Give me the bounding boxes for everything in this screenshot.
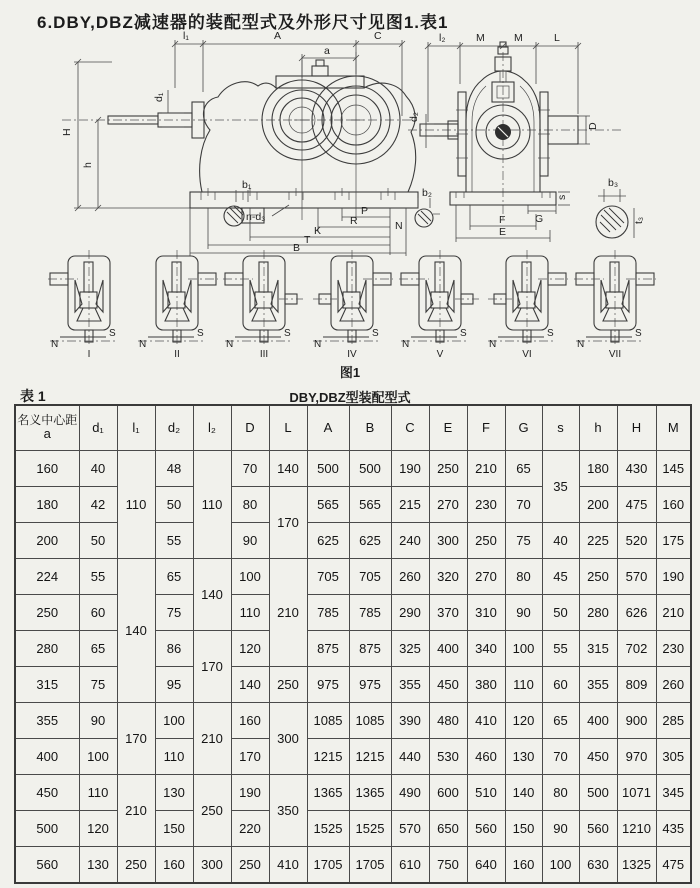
input-shaft — [108, 90, 204, 138]
table-cell: 150 — [155, 811, 193, 847]
table-cell: 75 — [79, 667, 117, 703]
table-cell: 809 — [617, 667, 656, 703]
table-cell: 570 — [617, 559, 656, 595]
pole-label-s: S — [547, 328, 554, 339]
diagram-numeral: VII — [608, 349, 622, 360]
table-cell: 55 — [79, 559, 117, 595]
table-row — [15, 775, 691, 811]
col-header-d2: d₂ — [155, 405, 193, 451]
table-cell: 110 — [231, 595, 269, 631]
table-cell: 900 — [617, 703, 656, 739]
table-cell: 240 — [391, 523, 429, 559]
dim-label-D: D — [587, 122, 599, 130]
table-cell: 80 — [231, 487, 269, 523]
table-cell: 130 — [505, 739, 542, 775]
table-cell: 435 — [656, 811, 691, 847]
table-cell: 160 — [505, 847, 542, 884]
config-diagram-II — [136, 250, 218, 365]
dim-label-s: s — [556, 194, 568, 200]
table-cell: 400 — [15, 739, 79, 775]
col-header-E: E — [429, 405, 467, 451]
table-cell: 65 — [505, 451, 542, 487]
table-cell: 90 — [542, 811, 579, 847]
table-cell: 130 — [79, 847, 117, 884]
table-cell: 140 — [505, 775, 542, 811]
table-cell: 42 — [79, 487, 117, 523]
table-cell: 500 — [15, 811, 79, 847]
table-cell: 1210 — [617, 811, 656, 847]
table-cell: 410 — [467, 703, 505, 739]
table-cell: 390 — [391, 703, 429, 739]
col-header-A: A — [307, 405, 349, 451]
config-diagram-VI — [486, 250, 568, 365]
table-cell: 75 — [505, 523, 542, 559]
table-cell: 702 — [617, 631, 656, 667]
table-cell: 110 — [505, 667, 542, 703]
table-cell: 65 — [155, 559, 193, 595]
dim-label-N: N — [395, 220, 403, 232]
table-cell: 100 — [79, 739, 117, 775]
table-cell: 160 — [15, 451, 79, 487]
table-cell: 70 — [505, 487, 542, 523]
table-row — [15, 631, 691, 667]
table-cell: 220 — [231, 811, 269, 847]
right-view-drawing — [408, 26, 668, 252]
table-cell: 224 — [15, 559, 79, 595]
detail-b3 — [596, 177, 645, 238]
table-cell: 1365 — [349, 775, 391, 811]
table-cell: 875 — [307, 631, 349, 667]
table-cell: 355 — [579, 667, 617, 703]
detail-b2 — [415, 187, 440, 227]
table-cell: 450 — [15, 775, 79, 811]
table-cell: 1071 — [617, 775, 656, 811]
table-cell: 50 — [155, 487, 193, 523]
table-cell: 150 — [505, 811, 542, 847]
table-cell: 520 — [617, 523, 656, 559]
col-header-B: B — [349, 405, 391, 451]
table-cell: 100 — [231, 559, 269, 595]
table-cell: 1215 — [307, 739, 349, 775]
table-cell: 140 — [231, 667, 269, 703]
table-cell: 490 — [391, 775, 429, 811]
dim-label-b3: b₃ — [608, 177, 619, 189]
dim-label-L: L — [554, 32, 560, 44]
dim-label-F: F — [499, 214, 506, 226]
table-cell: 140 — [269, 451, 307, 487]
table-row — [15, 811, 691, 847]
table-cell: 65 — [79, 631, 117, 667]
dim-label-G: G — [535, 213, 544, 225]
table-cell: 785 — [307, 595, 349, 631]
bottom-dimension-chain — [190, 205, 406, 256]
table-row — [15, 523, 691, 559]
table-cell: 350 — [269, 775, 307, 847]
table-cell: 530 — [429, 739, 467, 775]
table-cell: 630 — [579, 847, 617, 884]
config-diagrams — [48, 250, 656, 362]
dim-label-b1: b₁ — [242, 179, 252, 191]
table-cell: 500 — [307, 451, 349, 487]
table-cell: 560 — [15, 847, 79, 884]
table-cell: 120 — [231, 631, 269, 667]
table-cell: 610 — [391, 847, 429, 884]
table-cell: 250 — [579, 559, 617, 595]
table-cell: 280 — [579, 595, 617, 631]
table-cell: 560 — [467, 811, 505, 847]
col-header-D: D — [231, 405, 269, 451]
table-cell: 320 — [429, 559, 467, 595]
table-cell: 95 — [155, 667, 193, 703]
table-cell: 250 — [429, 451, 467, 487]
table-cell: 340 — [467, 631, 505, 667]
col-header-F: F — [467, 405, 505, 451]
table-cell: 110 — [193, 451, 231, 559]
table-cell: 65 — [542, 703, 579, 739]
table-cell: 260 — [656, 667, 691, 703]
table-cell: 1085 — [349, 703, 391, 739]
diagram-numeral: III — [260, 349, 269, 360]
table-cell: 300 — [269, 703, 307, 775]
gear-bores — [262, 52, 400, 220]
config-diagram-V — [399, 250, 481, 365]
col-header-d1: d₁ — [79, 405, 117, 451]
table-cell: 250 — [117, 847, 155, 884]
dimension-table — [14, 404, 692, 884]
col-header-G: G — [505, 405, 542, 451]
table-cell: 975 — [349, 667, 391, 703]
pole-label-n: N — [138, 339, 146, 350]
height-dimensions — [61, 59, 190, 211]
table-cell: 210 — [467, 451, 505, 487]
table-cell: 1525 — [349, 811, 391, 847]
table-cell: 180 — [579, 451, 617, 487]
table-cell: 975 — [307, 667, 349, 703]
table-cell: 70 — [542, 739, 579, 775]
dim-label-C: C — [374, 30, 382, 42]
table-cell: 345 — [656, 775, 691, 811]
table-cell: 70 — [231, 451, 269, 487]
table-cell: 315 — [15, 667, 79, 703]
table-cell: 35 — [542, 451, 579, 523]
table-cell: 400 — [579, 703, 617, 739]
table-cell: 180 — [15, 487, 79, 523]
diagram-numeral: V — [436, 349, 443, 360]
table-row — [15, 739, 691, 775]
table-cell: 250 — [467, 523, 505, 559]
table-cell: 500 — [579, 775, 617, 811]
table-cell: 80 — [542, 775, 579, 811]
table-cell: 450 — [429, 667, 467, 703]
figure-caption: 图1 — [339, 365, 361, 380]
table-cell: 500 — [349, 451, 391, 487]
table-cell: 510 — [467, 775, 505, 811]
pole-label-n: N — [226, 339, 234, 350]
table-cell: 625 — [307, 523, 349, 559]
dim-label-E: E — [499, 226, 507, 238]
table-cell: 55 — [542, 631, 579, 667]
config-diagram-III — [223, 250, 305, 365]
table-cell: 110 — [155, 739, 193, 775]
table-cell: 1705 — [307, 847, 349, 884]
table-cell: 160 — [656, 487, 691, 523]
pole-label-n: N — [576, 339, 585, 350]
dim-label-b2: b₂ — [422, 187, 432, 199]
table-cell: 190 — [231, 775, 269, 811]
table-cell: 705 — [349, 559, 391, 595]
col-header-a-name: 名义中心距 — [17, 412, 78, 427]
table-cell: 86 — [155, 631, 193, 667]
pole-label-s: S — [371, 328, 379, 339]
table-row — [15, 451, 691, 487]
dim-label-d1: d₁ — [153, 92, 165, 102]
table-cell: 90 — [505, 595, 542, 631]
table-cell: 140 — [117, 559, 155, 703]
table-cell: 110 — [79, 775, 117, 811]
left-view-drawing — [50, 24, 420, 254]
table-cell: 460 — [467, 739, 505, 775]
col-header-l2: l₂ — [193, 405, 231, 451]
table-cell: 48 — [155, 451, 193, 487]
table-cell: 1705 — [349, 847, 391, 884]
table-cell: 270 — [467, 559, 505, 595]
table-cell: 210 — [193, 703, 231, 775]
col-header-s: s — [542, 405, 579, 451]
table-cell: 640 — [467, 847, 505, 884]
table-cell: 750 — [429, 847, 467, 884]
table-cell: 560 — [579, 811, 617, 847]
table-cell: 170 — [269, 487, 307, 559]
col-header-h: h — [579, 405, 617, 451]
table-cell: 480 — [429, 703, 467, 739]
table-cell: 300 — [429, 523, 467, 559]
col-header-M: M — [656, 405, 691, 451]
table-cell: 50 — [542, 595, 579, 631]
dim-label-l2: l₂ — [439, 32, 446, 44]
dim-label-M2: M — [514, 32, 523, 44]
table-cell: 970 — [617, 739, 656, 775]
pole-label-s: S — [459, 328, 467, 339]
table-cell: 230 — [656, 631, 691, 667]
table-cell: 250 — [193, 775, 231, 847]
table-cell: 785 — [349, 595, 391, 631]
table-cell: 270 — [429, 487, 467, 523]
table-cell: 230 — [467, 487, 505, 523]
table-cell: 875 — [349, 631, 391, 667]
table-row — [15, 559, 691, 595]
table-cell: 250 — [269, 667, 307, 703]
table-cell: 200 — [15, 523, 79, 559]
table-cell: 90 — [79, 703, 117, 739]
table-cell: 90 — [231, 523, 269, 559]
col-header-L: L — [269, 405, 307, 451]
pole-label-s: S — [196, 328, 204, 339]
table-cell: 225 — [579, 523, 617, 559]
table-cell: 50 — [79, 523, 117, 559]
table-cell: 440 — [391, 739, 429, 775]
dim-label-M1: M — [476, 32, 485, 44]
table-cell: 290 — [391, 595, 429, 631]
dim-label-A: A — [274, 30, 282, 42]
table-cell: 625 — [349, 523, 391, 559]
table-cell: 570 — [391, 811, 429, 847]
dim-label-K: K — [314, 225, 322, 237]
table-cell: 130 — [155, 775, 193, 811]
table-cell: 60 — [542, 667, 579, 703]
diagram-numeral: I — [87, 349, 91, 360]
table-cell: 260 — [391, 559, 429, 595]
table-cell: 80 — [505, 559, 542, 595]
table-cell: 250 — [231, 847, 269, 884]
table-cell: 650 — [429, 811, 467, 847]
table-cell: 190 — [656, 559, 691, 595]
dimension-table-body — [15, 451, 691, 884]
pole-label-s: S — [634, 328, 642, 339]
pole-label-n: N — [313, 339, 322, 350]
table-label: 表 1 — [20, 388, 46, 404]
dim-label-R: R — [350, 215, 358, 227]
table-cell: 475 — [617, 487, 656, 523]
diagram-numeral: VI — [522, 349, 533, 360]
table-cell: 1365 — [307, 775, 349, 811]
config-diagram-IV — [311, 250, 393, 365]
dim-label-d2: d₂ — [408, 112, 420, 122]
table-cell: 160 — [231, 703, 269, 739]
dim-label-P: P — [361, 205, 369, 217]
table-row — [15, 847, 691, 884]
dim-label-l1: l₁ — [183, 30, 189, 42]
table-row — [15, 667, 691, 703]
dim-label-h: h — [82, 162, 94, 168]
table-cell: 600 — [429, 775, 467, 811]
table-cell: 215 — [391, 487, 429, 523]
table-cell: 210 — [269, 559, 307, 667]
table-cell: 210 — [656, 595, 691, 631]
table-cell: 355 — [15, 703, 79, 739]
table-cell: 75 — [155, 595, 193, 631]
housing-outline — [190, 60, 418, 208]
table-cell: 285 — [656, 703, 691, 739]
table-cell: 355 — [391, 667, 429, 703]
table-cell: 210 — [117, 775, 155, 847]
table-cell: 400 — [429, 631, 467, 667]
dim-label-T: T — [304, 234, 311, 246]
table-cell: 170 — [231, 739, 269, 775]
table-cell: 200 — [579, 487, 617, 523]
table-cell: 1325 — [617, 847, 656, 884]
table-cell: 565 — [349, 487, 391, 523]
table-cell: 40 — [542, 523, 579, 559]
table-cell: 430 — [617, 451, 656, 487]
table-cell: 300 — [193, 847, 231, 884]
table-cell: 120 — [505, 703, 542, 739]
table-cell: 280 — [15, 631, 79, 667]
pole-label-n: N — [401, 339, 409, 350]
table-cell: 370 — [429, 595, 467, 631]
config-diagram-I — [48, 250, 130, 365]
dim-label-t3: t₃ — [633, 216, 645, 224]
col-header-C: C — [391, 405, 429, 451]
config-diagram-VII — [574, 250, 656, 365]
page-title: 6.DBY,DBZ减速器的装配型式及外形尺寸见图1.表1 — [37, 13, 449, 32]
table-cell: 475 — [656, 847, 691, 884]
pole-label-n: N — [489, 339, 497, 350]
table-cell: 315 — [579, 631, 617, 667]
diagram-numeral: II — [173, 349, 180, 360]
col-header-a-symbol: a — [43, 426, 51, 442]
table-cell: 1525 — [307, 811, 349, 847]
pole-label-s: S — [109, 328, 116, 339]
bottom-dimension-chain — [456, 192, 570, 242]
table-cell: 626 — [617, 595, 656, 631]
table-row — [15, 487, 691, 523]
table-cell: 310 — [467, 595, 505, 631]
col-header-l1: l₁ — [117, 405, 155, 451]
table-cell: 410 — [269, 847, 307, 884]
table-cell: 1215 — [349, 739, 391, 775]
table-cell: 100 — [505, 631, 542, 667]
table-cell: 100 — [155, 703, 193, 739]
table-cell: 60 — [79, 595, 117, 631]
pole-label-s: S — [284, 328, 291, 339]
table-cell: 160 — [155, 847, 193, 884]
table-cell: 100 — [542, 847, 579, 884]
table-cell: 110 — [117, 451, 155, 559]
table-cell: 325 — [391, 631, 429, 667]
table-cell: 565 — [307, 487, 349, 523]
table-header-row — [15, 405, 691, 451]
table-cell: 305 — [656, 739, 691, 775]
table-cell: 1085 — [307, 703, 349, 739]
table-cell: 175 — [656, 523, 691, 559]
diagram-numeral: IV — [347, 349, 357, 360]
table-cell: 120 — [79, 811, 117, 847]
pole-label-n: N — [51, 339, 59, 350]
table-cell: 55 — [155, 523, 193, 559]
table-cell: 190 — [391, 451, 429, 487]
table-cell: 250 — [15, 595, 79, 631]
table-title: DBY,DBZ型装配型式 — [289, 390, 411, 405]
table-cell: 140 — [193, 559, 231, 631]
dim-label-a: a — [324, 45, 330, 57]
dim-label-H: H — [61, 128, 73, 136]
col-header-a — [15, 405, 79, 451]
table-cell: 40 — [79, 451, 117, 487]
table-cell: 145 — [656, 451, 691, 487]
table-row — [15, 595, 691, 631]
table-cell: 705 — [307, 559, 349, 595]
col-header-H: H — [617, 405, 656, 451]
dim-label-B: B — [293, 242, 301, 254]
table-row — [15, 703, 691, 739]
centerlines — [408, 52, 623, 222]
table-cell: 45 — [542, 559, 579, 595]
table-cell: 450 — [579, 739, 617, 775]
table-cell: 380 — [467, 667, 505, 703]
dim-label-n-d3: n-d₃ — [246, 211, 266, 223]
table-cell: 170 — [117, 703, 155, 775]
table-cell: 170 — [193, 631, 231, 703]
